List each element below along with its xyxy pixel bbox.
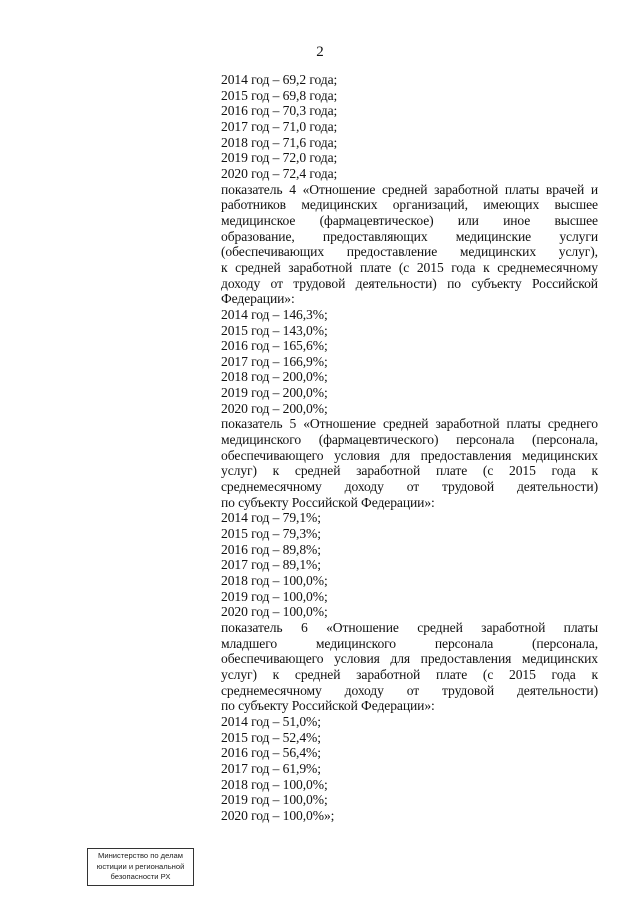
stamp-line: юстиции и региональной [96,861,185,871]
text-line: 2020 год – 100,0%; [221,604,328,620]
text-line: 2015 год – 143,0%; [221,322,328,338]
text-line: работников медицинских организаций, имеющих высшее [221,197,598,213]
text-line: 2014 год – 51,0%; [221,713,321,729]
text-line: 2019 год – 200,0%; [221,385,328,401]
text-line: младшего медицинского персонала (персонала, [221,635,598,651]
text-line: 2017 год – 61,9%; [221,760,321,776]
text-line: медицинского (фармацевтического) персонала (персонала, [221,432,598,448]
text-line: среднемесячному доходу от трудовой деятельности) [221,682,598,698]
text-line: обеспечивающего условия для предоставления медицинских [221,651,598,667]
stamp-line: Министерство по делам [98,851,183,860]
text-line: 2016 год – 89,8%; [221,541,321,557]
text-line: 2014 год – 79,1%; [221,510,321,526]
text-line: 2017 год – 166,9%; [221,353,328,369]
document-body [221,72,598,824]
text-line: услуг) к средней заработной плате (с 2015 года к [221,463,598,479]
text-line: 2018 год – 100,0%; [221,573,328,588]
text-line: медицинское (фармацевтическое) или иное высшее [221,212,598,228]
text-line: 2019 год – 100,0%; [221,792,328,808]
text-line: по субъекту Российской Федерации»: [221,698,435,714]
text-line: 2018 год – 100,0%; [221,776,328,792]
text-line: 2015 год – 52,4%; [221,729,321,745]
text-line: 2019 год – 72,0 года; [221,150,338,166]
text-line: 2015 год – 69,8 года; [221,87,338,103]
text-line: 2018 год – 200,0%; [221,369,328,385]
text-line: 2020 год – 100,0%»; [221,807,335,823]
text-line: 2016 год – 70,3 года; [221,103,338,119]
text-line: показатель 5 «Отношение средней заработной платы среднего [221,416,598,432]
text-line: (обеспечивающих предоставление медицинских услуг), [221,244,598,260]
text-line: показатель 6 «Отношение средней заработной платы [221,619,598,635]
text-line: 2017 год – 71,0 года; [221,118,338,134]
text-line: образование, предоставляющих медицинские услуги [221,228,598,244]
text-line: 2017 год – 89,1%; [221,557,321,573]
text-line: Федерации»: [221,291,295,307]
text-line: 2014 год – 146,3%; [221,306,328,322]
text-line: к средней заработной плате (с 2015 года к среднемесячному [221,259,598,275]
text-line: 2019 год – 100,0%; [221,588,328,604]
registration-stamp [87,848,194,886]
text-line: 2016 год – 165,6%; [221,338,328,354]
text-line: показатель 4 «Отношение средней заработной платы врачей и [221,181,598,197]
text-line: 2020 год – 200,0%; [221,400,328,416]
text-line: 2020 год – 72,4 года; [221,165,338,181]
text-line: среднемесячному доходу от трудовой деятельности) [221,479,598,495]
text-line: доходу от трудовой деятельности) по субъекту Российской [221,275,598,291]
text-line: 2014 год – 69,2 года; [221,72,338,87]
text-line: по субъекту Российской Федерации»: [221,494,435,510]
text-line: 2015 год – 79,3%; [221,526,321,542]
text-line: услуг) к средней заработной плате (с 2015 года к [221,666,598,682]
text-line: обеспечивающего условия для предоставления медицинских [221,447,598,463]
stamp-line: безопасности РХ [110,872,171,881]
text-line: 2018 год – 71,6 года; [221,134,338,150]
text-line: 2016 год – 56,4%; [221,745,321,761]
page-number: 2 [316,44,324,60]
